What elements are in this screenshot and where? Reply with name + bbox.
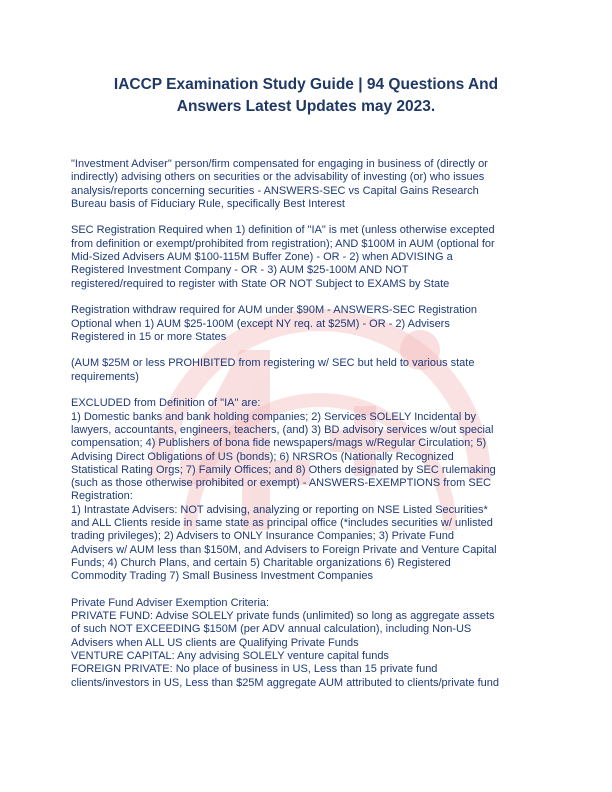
title-line-1: IACCP Examination Study Guide | 94 Questions And [113,76,499,93]
text-line: Optional when 1) AUM $25-100M (except NY req. at $25M) - OR - 2) Advisers [71,317,450,330]
text-line: Bureau basis of Fiduciary Rule, specifically Best Interest [71,197,345,210]
text-line: FOREIGN PRIVATE: No place of business in US, Less than 15 private fund [71,663,438,676]
text-line: Advisers w/ AUM less than $150M, and Advisers to Foreign Private and Venture Capital [71,543,497,556]
title-line-2: Answers Latest Updates may 2023. [176,98,436,115]
document-title [60,74,552,118]
text-line: PRIVATE FUND: Advise SOLELY private funds (unlimited) so long as aggregate assets [71,610,495,623]
text-line: 1) Domestic banks and bank holding companies; 2) Services SOLELY Incidental by [71,410,476,423]
text-line: 1) Intrastate Advisers: NOT advising, analyzing or reporting on NSE Listed Securities* [71,503,488,516]
paragraph-private-fund-exemption [71,597,561,690]
text-line: Statistical Rating Orgs; 7) Family Offices; and 8) Others designated by SEC rulemaking [71,463,496,476]
text-line: Private Fund Adviser Exemption Criteria: [71,596,270,609]
text-line: analysis/reports concerning securities - ANSWERS-SEC vs Capital Gains Research [71,184,479,197]
paragraph-investment-adviser [71,158,561,211]
document-body [71,158,561,703]
text-line: and ALL Clients reside in same state as principal office (*includes securities w/ unlisted [71,517,493,530]
text-line: Registered in 15 or more States [71,330,227,343]
text-line: indirectly) advising others on securities or the advisability of investing (or) who issues [71,171,485,184]
paragraph-registration-withdraw [71,304,561,344]
text-line: EXCLUDED from Definition of "IA" are: [71,397,261,410]
text-line: Mid-Sized Advisers AUM $100-115M Buffer Zone) - OR - 2) when ADVISING a [71,251,453,264]
text-line: Registered Investment Company - OR - 3) AUM $25-100M AND NOT [71,264,409,277]
text-line: SEC Registration Required when 1) definition of "IA" is met (unless otherwise excepted [71,224,495,237]
text-line: Advisers when ALL US clients are Qualifying Private Funds [71,636,359,649]
text-line: trading privileges); 2) Advisers to ONLY Insurance Companies; 3) Private Fund [71,530,454,543]
text-line: Registration withdraw required for AUM under $90M - ANSWERS-SEC Registration [71,304,477,317]
text-line: Commodity Trading 7) Small Business Investment Companies [71,570,374,583]
text-line: from definition or exempt/prohibited from registration); AND $100M in AUM (optional for [71,237,495,250]
text-line: VENTURE CAPITAL: Any advising SOLELY venture capital funds [71,649,389,662]
text-line: lawyers, accountants, engineers, teachers, (and) 3) BD advisory services w/out special [71,423,494,436]
text-line: Advising Direct Obligations of US (bonds); 6) NRSROs (Nationally Recognized [71,450,454,463]
paragraph-excluded-definition [71,397,561,583]
text-line: Funds; 4) Church Plans, and certain 5) Charitable organizations 6) Registered [71,556,451,569]
paragraph-sec-registration [71,224,561,290]
text-line: (AUM $25M or less PROHIBITED from registering w/ SEC but held to various state [71,357,475,370]
text-line: Registration: [71,490,133,503]
text-line: registered/required to register with State OR NOT Subject to EXAMS by State [71,277,450,290]
text-line: compensation; 4) Publishers of bona fide newspapers/mags w/Regular Circulation; 5) [71,437,487,450]
text-line: "Investment Adviser" person/firm compensated for engaging in business of (directly or [71,158,488,170]
text-line: requirements) [71,370,139,383]
paragraph-aum-prohibited [71,357,561,384]
text-line: clients/investors in US, Less than $25M aggregate AUM attributed to clients/private fund [71,676,500,689]
text-line: (such as those otherwise prohibited or exempt) - ANSWERS-EXEMPTIONS from SEC [71,477,491,490]
text-line: of such NOT EXCEEDING $150M (per ADV annual calculation), including Non-US [71,623,472,636]
